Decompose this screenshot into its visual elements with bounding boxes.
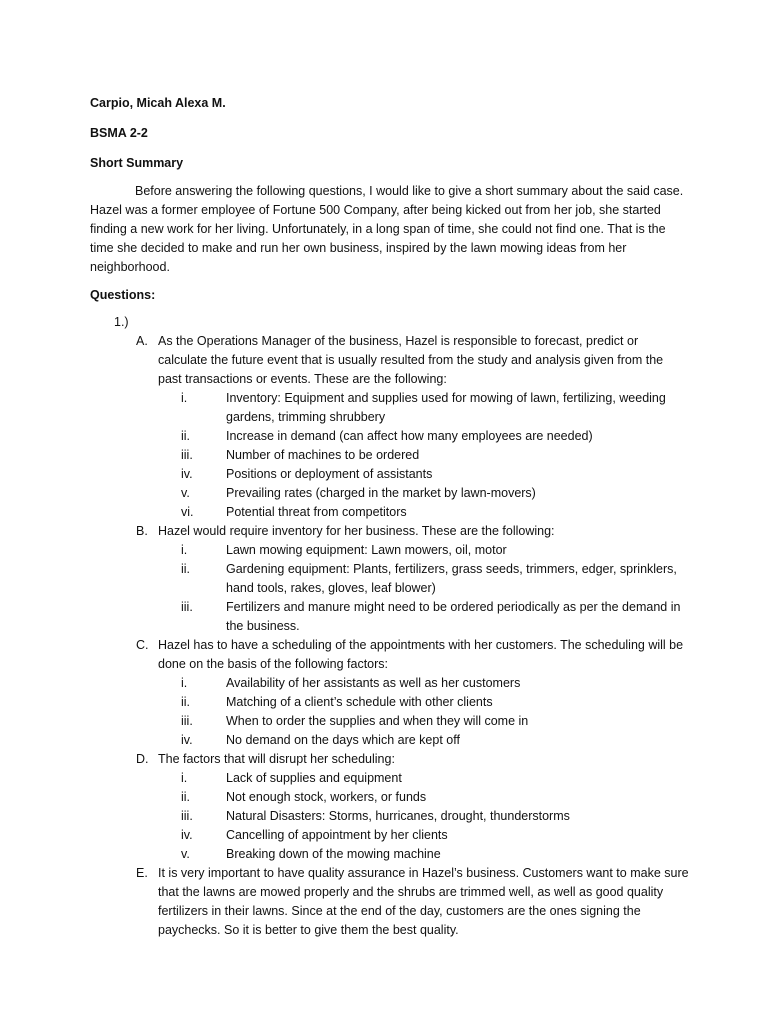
answer-letter: B. xyxy=(136,524,148,538)
sub-item-text: Cancelling of appointment by her clients xyxy=(226,828,448,842)
student-name: Carpio, Micah Alexa M. xyxy=(90,96,226,110)
roman-numeral: v. xyxy=(181,847,190,861)
roman-numeral: iv. xyxy=(181,467,193,481)
roman-numeral: i. xyxy=(181,771,188,785)
summary-heading: Short Summary xyxy=(90,156,184,170)
roman-numeral: iv. xyxy=(181,828,193,842)
roman-numeral: i. xyxy=(181,676,188,690)
roman-numeral: i. xyxy=(181,391,188,405)
sub-list xyxy=(90,674,690,750)
sub-list-item xyxy=(90,465,690,484)
roman-numeral: ii. xyxy=(181,695,191,709)
answer-letter: A. xyxy=(136,334,148,348)
sub-item-text: Availability of her assistants as well as her customers xyxy=(226,676,521,690)
answer-text: Hazel would require inventory for her business. These are the following: xyxy=(158,524,555,538)
answer-letter: C. xyxy=(136,638,149,652)
roman-numeral: iii. xyxy=(181,600,193,614)
answer-letter: D. xyxy=(136,752,149,766)
sub-list-item xyxy=(90,826,690,845)
sub-list xyxy=(90,769,690,864)
sub-item-text: Not enough stock, workers, or funds xyxy=(226,790,427,804)
roman-numeral: iii. xyxy=(181,448,193,462)
sub-list xyxy=(90,541,690,636)
sub-item-text: Breaking down of the mowing machine xyxy=(226,847,441,861)
sub-list-item xyxy=(90,446,690,465)
roman-numeral: iii. xyxy=(181,714,193,728)
answer-list xyxy=(90,332,690,940)
sub-list-item xyxy=(90,674,690,693)
roman-numeral: ii. xyxy=(181,790,191,804)
sub-list-item xyxy=(90,807,690,826)
roman-numeral: vi. xyxy=(181,505,194,519)
answer-item xyxy=(90,750,690,769)
sub-item-text: Inventory: Equipment and supplies used for mowing of lawn, fertilizing, weeding gardens, trimming shrubbery xyxy=(226,391,666,424)
questions-heading: Questions: xyxy=(90,288,156,302)
roman-numeral: i. xyxy=(181,543,188,557)
answer-item xyxy=(90,522,690,541)
sub-item-text: Lack of supplies and equipment xyxy=(226,771,402,785)
sub-list-item xyxy=(90,541,690,560)
sub-item-text: Increase in demand (can affect how many employees are needed) xyxy=(226,429,593,443)
sub-item-text: Fertilizers and manure might need to be ordered periodically as per the demand in the business. xyxy=(226,600,681,633)
answer-text: As the Operations Manager of the business, Hazel is responsible to forecast, predict or calculate the future event that is usually resulted from the study and analysis given from the past transactions or events. These are the following: xyxy=(158,334,664,386)
roman-numeral: iv. xyxy=(181,733,193,747)
sub-list-item xyxy=(90,712,690,731)
sub-list-item xyxy=(90,731,690,750)
question-number: 1.) xyxy=(114,315,129,329)
sub-list-item xyxy=(90,503,690,522)
sub-list-item xyxy=(90,560,690,598)
sub-item-text: Prevailing rates (charged in the market by lawn-movers) xyxy=(226,486,536,500)
sub-item-text: Lawn mowing equipment: Lawn mowers, oil, motor xyxy=(226,543,507,557)
sub-list-item xyxy=(90,693,690,712)
sub-list-item xyxy=(90,788,690,807)
sub-item-text: Number of machines to be ordered xyxy=(226,448,420,462)
answer-text: The factors that will disrupt her scheduling: xyxy=(158,752,395,766)
answer-item xyxy=(90,636,690,674)
sub-item-text: When to order the supplies and when they will come in xyxy=(226,714,529,728)
sub-list-item xyxy=(90,427,690,446)
summary-paragraph: Before answering the following questions, I would like to give a short summary about the said case. Hazel was a former employee of Fortune 500 Company, after being kicked out from her job, she started finding a new work for her living. Unfortunately, in a long span of time, she could not find one. That is the time she decided to make and run her own business, inspired by the lawn mowing ideas from her neighborhood. xyxy=(90,184,684,274)
document-body xyxy=(90,94,690,940)
roman-numeral: ii. xyxy=(181,429,191,443)
roman-numeral: ii. xyxy=(181,562,191,576)
sub-list-item xyxy=(90,598,690,636)
course-section: BSMA 2-2 xyxy=(90,126,148,140)
sub-item-text: Gardening equipment: Plants, fertilizers, grass seeds, trimmers, edger, sprinklers, hand tools, rakes, gloves, leaf blower) xyxy=(226,562,677,595)
answer-item xyxy=(90,864,690,940)
answer-letter: E. xyxy=(136,866,148,880)
sub-list-item xyxy=(90,769,690,788)
sub-list-item xyxy=(90,389,690,427)
sub-list-item xyxy=(90,845,690,864)
sub-list-item xyxy=(90,484,690,503)
answer-text: It is very important to have quality assurance in Hazel’s business. Customers want to make sure that the lawns are mowed properly and the shrubs are trimmed well, as well as good quality fertilizers in their lawns. Since at the end of the day, customers are the ones signing the paychecks. So it is better to give them the best quality. xyxy=(158,866,689,937)
sub-item-text: Matching of a client’s schedule with other clients xyxy=(226,695,493,709)
answer-item xyxy=(90,332,690,389)
roman-numeral: iii. xyxy=(181,809,193,823)
sub-item-text: Potential threat from competitors xyxy=(226,505,407,519)
sub-list xyxy=(90,389,690,522)
roman-numeral: v. xyxy=(181,486,190,500)
answer-text: Hazel has to have a scheduling of the appointments with her customers. The scheduling will be done on the basis of the following factors: xyxy=(158,638,684,671)
sub-item-text: Natural Disasters: Storms, hurricanes, drought, thunderstorms xyxy=(226,809,570,823)
sub-item-text: Positions or deployment of assistants xyxy=(226,467,433,481)
sub-item-text: No demand on the days which are kept off xyxy=(226,733,460,747)
